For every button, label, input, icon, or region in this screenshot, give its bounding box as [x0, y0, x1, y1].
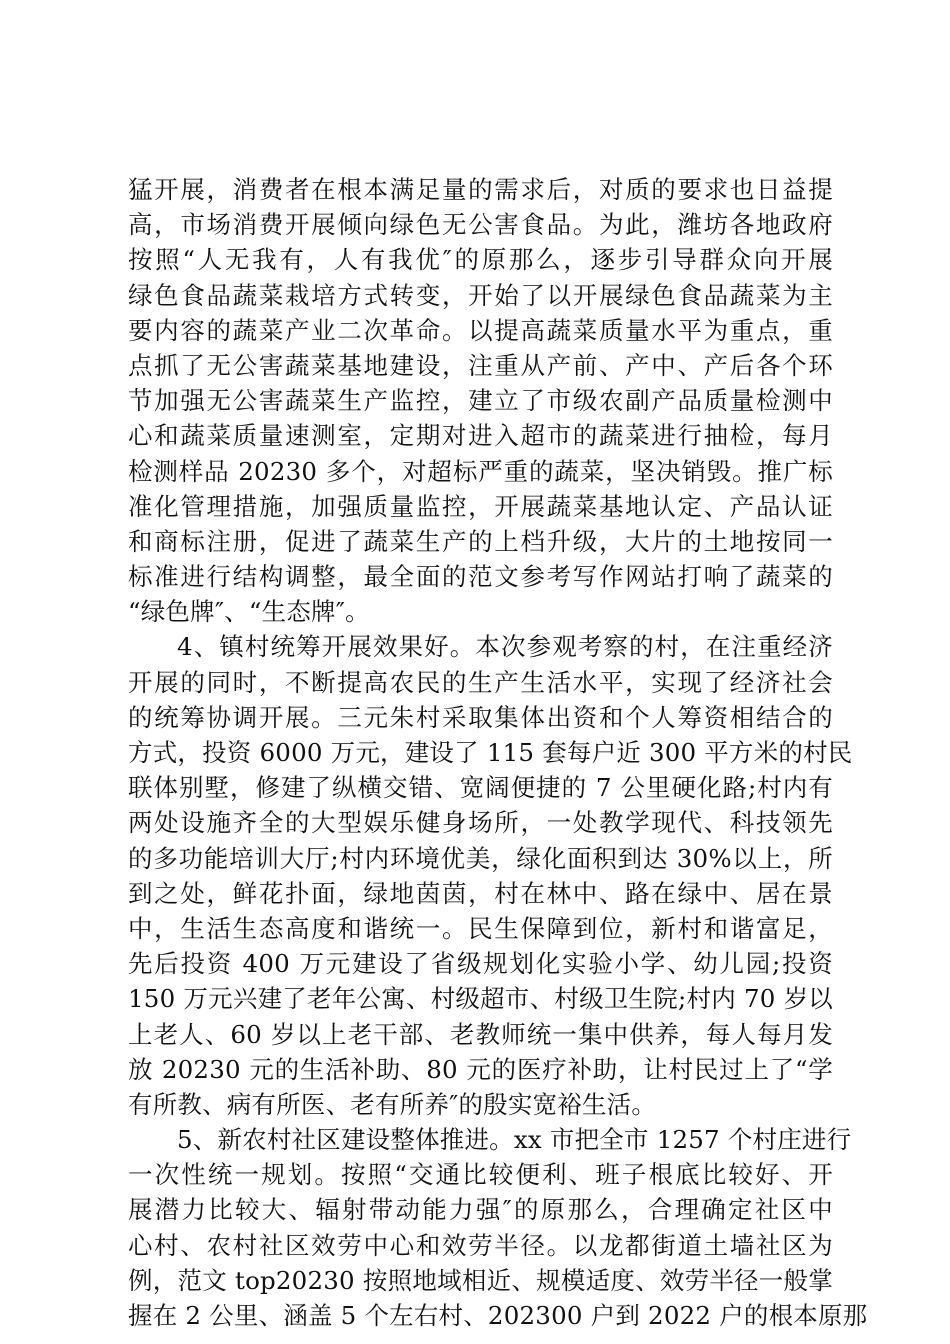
text-line: 按照“人无我有，人有我优″的原那么，逐步引导群众向开展 [128, 245, 833, 275]
paragraph-5 [128, 1122, 868, 1333]
body-text [128, 172, 868, 1333]
text-line: 标准进行结构调整，最全面的范文参考写作网站打响了蔬菜的 [128, 562, 833, 592]
text-line: 先后投资 400 万元建设了省级规划化实验小学、幼儿园;投资 [128, 949, 833, 979]
text-line: 150 万元兴建了老年公寓、村级超市、村级卫生院;村内 70 岁以 [128, 984, 833, 1014]
text-line: 准化管理措施，加强质量监控，开展蔬菜基地认定、产品认证 [128, 491, 833, 521]
text-line: 心村、农村社区效劳中心和效劳半径。以龙都街道土墙社区为 [128, 1230, 833, 1260]
text-line: 中，生活生态高度和谐统一。民生保障到位，新村和谐富足， [128, 913, 833, 943]
text-line: 一次性统一规划。按照“交通比较便利、班子根底比较好、开 [128, 1160, 833, 1190]
text-line: 两处设施齐全的大型娱乐健身场所，一处教学现代、科技领先 [128, 808, 833, 838]
text-line: 和商标注册，促进了蔬菜生产的上档升级，大片的土地按同一 [128, 526, 833, 556]
text-line: 例，范文 top20230 按照地域相近、规模适度、效劳半径一般掌 [128, 1265, 833, 1295]
text-line: 开展的同时，不断提高农民的生产生活水平，实现了经济社会 [128, 667, 833, 697]
text-line: 联体别墅，修建了纵横交错、宽阔便捷的 7 公里硬化路;村内有 [128, 773, 833, 803]
text-line: 的统筹协调开展。三元朱村采取集体出资和个人筹资相结合的 [128, 702, 833, 732]
text-line: 有所教、病有所医、老有所养″的殷实宽裕生活。 [128, 1089, 657, 1119]
text-line: 要内容的蔬菜产业二次革命。以提高蔬菜质量水平为重点，重 [128, 315, 833, 345]
text-line: 心和蔬菜质量速测室，定期对进入超市的蔬菜进行抽检，每月 [128, 421, 833, 451]
text-line: 点抓了无公害蔬菜基地建设，注重从产前、产中、产后各个环 [128, 350, 833, 380]
text-line: 放 20230 元的生活补助、80 元的医疗补助，让村民过上了“学 [128, 1054, 833, 1084]
text-line: 的多功能培训大厅;村内环境优美，绿化面积到达 30%以上，所 [128, 843, 833, 873]
text-line: 猛开展，消费者在根本满足量的需求后，对质的要求也日益提 [128, 175, 833, 204]
text-line: “绿色牌″、“生态牌″。 [128, 597, 370, 627]
text-line: 握在 2 公里、涵盖 5 个左右村、202300 户到 2022 户的根本原那 [128, 1301, 868, 1330]
text-line: 展潜力比较大、辐射带动能力强″的原那么，合理确定社区中 [128, 1195, 833, 1225]
text-line: 方式，投资 6000 万元，建设了 115 套每户近 300 平方米的村民 [128, 738, 853, 767]
text-line: 5、新农村社区建设整体推进。xx 市把全市 1257 个村庄进行 [177, 1125, 852, 1155]
paragraph-continued [128, 172, 833, 629]
text-line: 到之处，鲜花扑面，绿地茵茵，村在林中、路在绿中、居在景 [128, 878, 833, 908]
text-line: 节加强无公害蔬菜生产监控，建立了市级农副产品质量检测中 [128, 386, 833, 416]
text-line: 高，市场消费开展倾向绿色无公害食品。为此，潍坊各地政府 [128, 210, 833, 240]
text-line: 上老人、60 岁以上老干部、老教师统一集中供养，每人每月发 [128, 1019, 833, 1049]
text-line: 4、镇村统筹开展效果好。本次参观考察的村，在注重经济 [177, 632, 833, 662]
text-line: 绿色食品蔬菜栽培方式转变，开始了以开展绿色食品蔬菜为主 [128, 280, 833, 310]
text-line: 检测样品 20230 多个，对超标严重的蔬菜，坚决销毁。推广标 [128, 456, 833, 486]
paragraph-4 [128, 629, 853, 1122]
